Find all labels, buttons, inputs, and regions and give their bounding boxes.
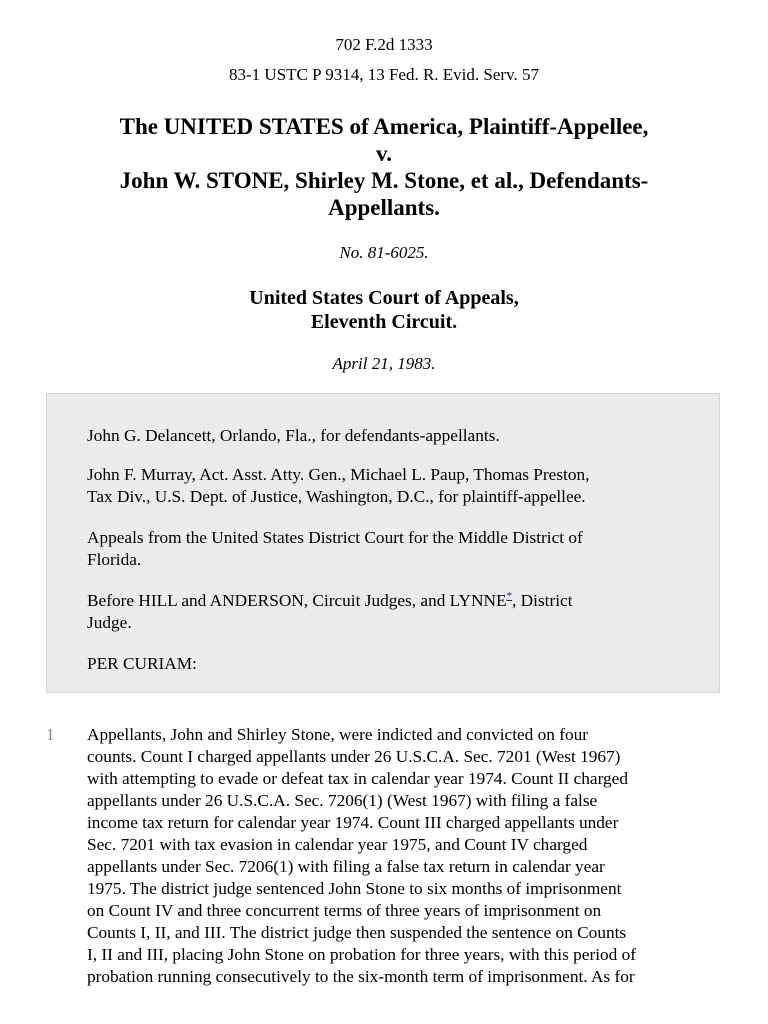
panel-text-line2: Judge.	[87, 613, 132, 632]
panel-text-suffix: , District	[512, 591, 573, 610]
case-title	[60, 113, 708, 221]
panel-text: Before HILL and ANDERSON, Circuit Judges, and LYNNE	[87, 591, 507, 610]
court-line: United States Court of Appeals,	[249, 287, 519, 309]
opinion-line: with attempting to evade or defeat tax in calendar year 1974. Count II charged	[87, 769, 628, 788]
opinion-line: 1975. The district judge sentenced John Stone to six months of imprisonment	[87, 879, 622, 898]
title-line: John W. STONE, Shirley M. Stone, et al., Defendants-	[119, 168, 649, 193]
counsel-box	[46, 393, 720, 693]
docket-number: No. 81-6025.	[339, 243, 429, 262]
opinion-line: Sec. 7201 with tax evasion in calendar year 1975, and Count IV charged	[87, 835, 588, 854]
appeal-from-line: Appeals from the United States District Court for the Middle District of	[87, 528, 583, 547]
opinion-line: Counts I, II, and III. The district judge then suspended the sentence on Counts	[87, 923, 627, 942]
opinion-line: on Count IV and three concurrent terms of three years of imprisonment on	[87, 901, 602, 920]
appellee-counsel	[87, 464, 687, 508]
appellee-counsel-line: John F. Murray, Act. Asst. Atty. Gen., Michael L. Paup, Thomas Preston,	[87, 465, 590, 484]
opinion-line: I, II and III, placing John Stone on probation for three years, with this period of	[87, 945, 637, 964]
opinion-line: probation running consecutively to the six-month term of imprisonment. As for	[87, 967, 635, 986]
appellant-counsel: John G. Delancett, Orlando, Fla., for defendants-appellants.	[87, 426, 500, 445]
court-line: Eleventh Circuit.	[310, 311, 458, 333]
decision-date: April 21, 1983.	[332, 354, 436, 373]
opinion-line: appellants under Sec. 7206(1) with filing a false tax return in calendar year	[87, 857, 605, 876]
opinion-line: appellants under 26 U.S.C.A. Sec. 7206(1) (West 1967) with filing a false	[87, 791, 598, 810]
case-citation: 702 F.2d 1333	[335, 35, 433, 54]
opinion-line: Appellants, John and Shirley Stone, were indicted and convicted on four	[87, 725, 589, 744]
opinion-paragraph	[87, 724, 727, 988]
footnote-link[interactable]: *	[506, 590, 513, 603]
parallel-citation: 83-1 USTC P 9314, 13 Fed. R. Evid. Serv. 57	[229, 65, 539, 84]
per-curiam: PER CURIAM:	[87, 654, 197, 673]
title-line: Appellants.	[328, 195, 440, 220]
paragraph-number: 1	[46, 725, 55, 744]
appeal-from-line: Florida.	[87, 550, 142, 569]
title-line: The UNITED STATES of America, Plaintiff-Appellee,	[119, 114, 649, 139]
opinion-line: income tax return for calendar year 1974. Count III charged appellants under	[87, 813, 619, 832]
title-line: v.	[376, 141, 392, 166]
court-name	[0, 286, 768, 334]
appellee-counsel-line: Tax Div., U.S. Dept. of Justice, Washington, D.C., for plaintiff-appellee.	[87, 487, 586, 506]
opinion-line: counts. Count I charged appellants under 26 U.S.C.A. Sec. 7201 (West 1967)	[87, 747, 621, 766]
panel-judges	[87, 590, 687, 634]
appeal-from	[87, 527, 687, 571]
